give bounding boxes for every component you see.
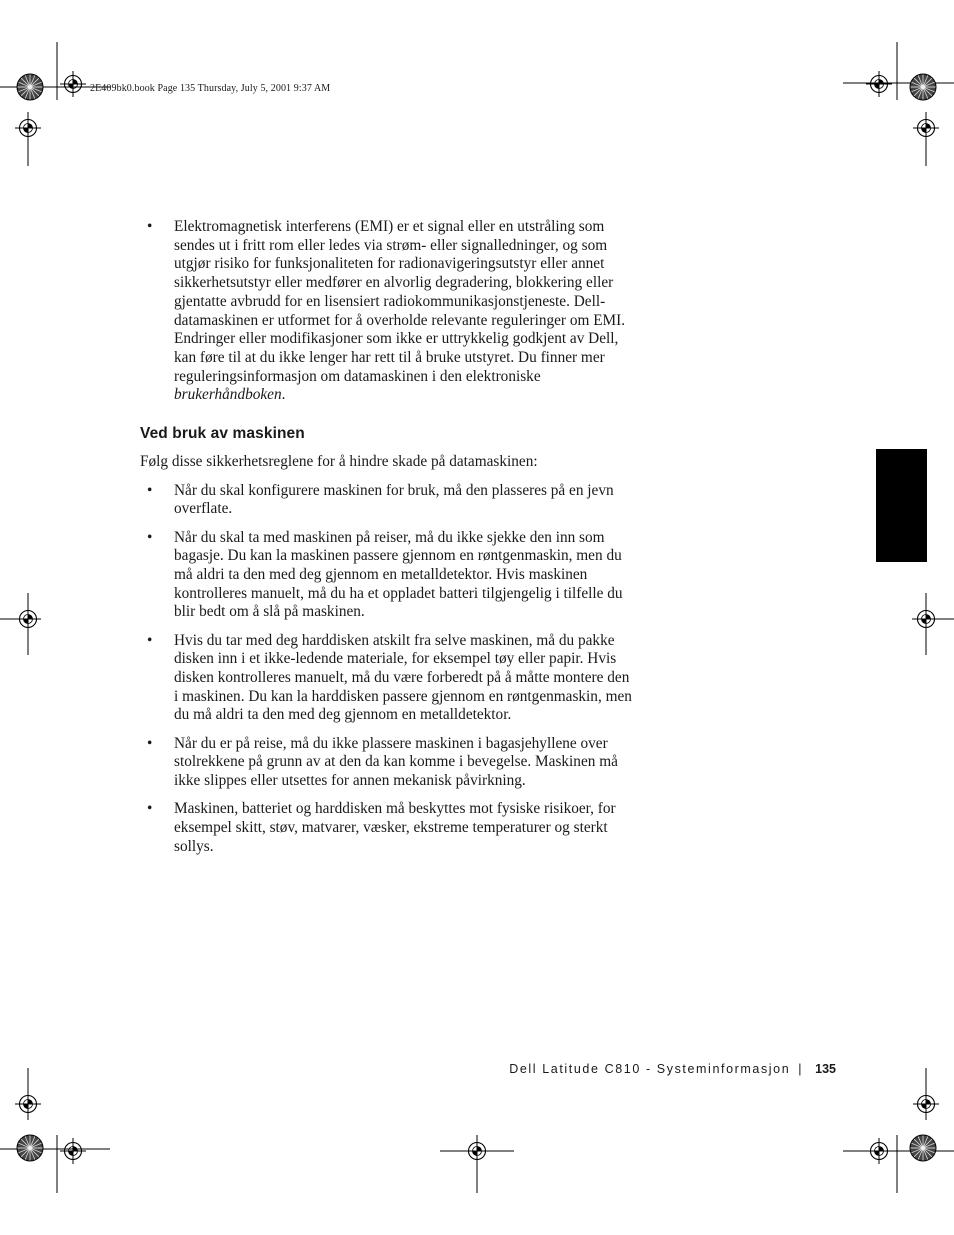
list-item — [140, 482, 632, 519]
print-job-stamp: 2E409bk0.book Page 135 Thursday, July 5, 2001 9:37 AM — [90, 83, 331, 94]
registration-mark-icon — [60, 71, 86, 97]
registration-mark-icon — [913, 115, 939, 141]
registration-mark-icon — [913, 1091, 939, 1117]
list-item-text: Når du skal konfigurere maskinen for bruk, må den plasseres på en jevn overflate. — [174, 481, 614, 518]
intro-paragraph: Følg disse sikkerhetsreglene for å hindre skade på datamaskinen: — [140, 453, 538, 471]
registration-mark-icon — [15, 115, 41, 141]
list-item — [140, 529, 632, 623]
list-item-text: Hvis du tar med deg harddisken atskilt fra selve maskinen, må du pakke disken inn i et ikke-ledende materiale, for eksempel tøy eller papir. Hvis disken kontrolleres manuelt, må du være forberedt på å måtte montere den i maskinen. Du kan la harddisken passere gjennom en røntgenmaskin, men du må aldri ta den med deg gjennom en metalldetektor. — [174, 631, 632, 724]
safety-rules-list — [140, 482, 632, 857]
thumb-tab-marker — [876, 449, 927, 562]
list-item — [140, 800, 632, 856]
list-item — [140, 735, 632, 791]
bullet-icon: • — [147, 481, 153, 499]
main-content — [140, 218, 632, 866]
list-item-tail: . — [281, 386, 286, 404]
page-footer — [509, 1062, 836, 1076]
bullet-icon: • — [147, 631, 153, 649]
footer-separator: | — [798, 1062, 804, 1076]
color-calibration-wheel-icon — [17, 1135, 43, 1161]
list-item-text: Når du er på reise, må du ikke plassere maskinen i bagasjehyllene over stolrekkene på grunn av at den da kan komme i bevegelse. Maskinen må ikke slippes eller utsettes for annen mekanisk påvirkning. — [174, 734, 618, 790]
registration-mark-icon — [15, 1091, 41, 1117]
emi-list — [140, 218, 632, 405]
color-calibration-wheel-icon — [910, 1135, 936, 1161]
section-heading: Ved bruk av maskinen — [140, 425, 305, 443]
list-item — [140, 632, 632, 726]
bullet-icon: • — [147, 528, 153, 546]
list-item-text: Maskinen, batteriet og harddisken må beskyttes mot fysiske risikoer, for eksempel skitt, støv, matvarer, væsker, ekstreme temperaturer og sterkt sollys. — [174, 800, 616, 855]
bullet-icon: • — [147, 800, 153, 818]
bullet-icon: • — [147, 734, 153, 752]
registration-mark-icon — [913, 606, 939, 632]
registration-mark-icon — [464, 1138, 490, 1164]
list-item — [140, 218, 632, 405]
color-calibration-wheel-icon — [910, 74, 936, 100]
bullet-icon: • — [147, 218, 153, 235]
registration-mark-icon — [866, 71, 892, 97]
registration-mark-icon — [60, 1138, 86, 1164]
list-item-text: Elektromagnetisk interferens (EMI) er et signal eller en utstråling som sendes ut i fritt rom eller ledes via strøm- eller signalledninger, og som utgjør risiko for funksjonaliteten for radionavigeringsutstyr eller annet sikkerhetsutstyr eller medfører en alvorlig degradering, blokkering eller gjentatte avbrudd for en lisensiert radiokommunikasjonstjeneste. Dell-datamaskinen er utformet for å overholde relevante reguleringer om EMI. Endringer eller modifikasjoner som ikke er uttrykkelig godkjent av Dell, kan føre til at du ikke lenger har rett til å bruke utstyret. Du finner mer reguleringsinformasjon om datamaskinen i den elektroniske — [174, 218, 626, 385]
color-calibration-wheel-icon — [17, 74, 43, 100]
registration-mark-icon — [866, 1138, 892, 1164]
list-item-text: Når du skal ta med maskinen på reiser, må du ikke sjekke den inn som bagasje. Du kan la maskinen passere gjennom en røntgenmaskin, men du må aldri ta den med deg gjennom en metalldetektor. Hvis maskinen kontrolleres manuelt, må du ha et oppladet batteri tilgjengelig i tilfelle du blir bedt om å slå på maskinen. — [174, 528, 623, 621]
footer-title: Dell Latitude C810 - Systeminformasjon — [509, 1062, 791, 1076]
registration-mark-icon — [15, 606, 41, 632]
manual-title: brukerhåndboken — [174, 386, 282, 404]
page-number: 135 — [815, 1062, 836, 1076]
